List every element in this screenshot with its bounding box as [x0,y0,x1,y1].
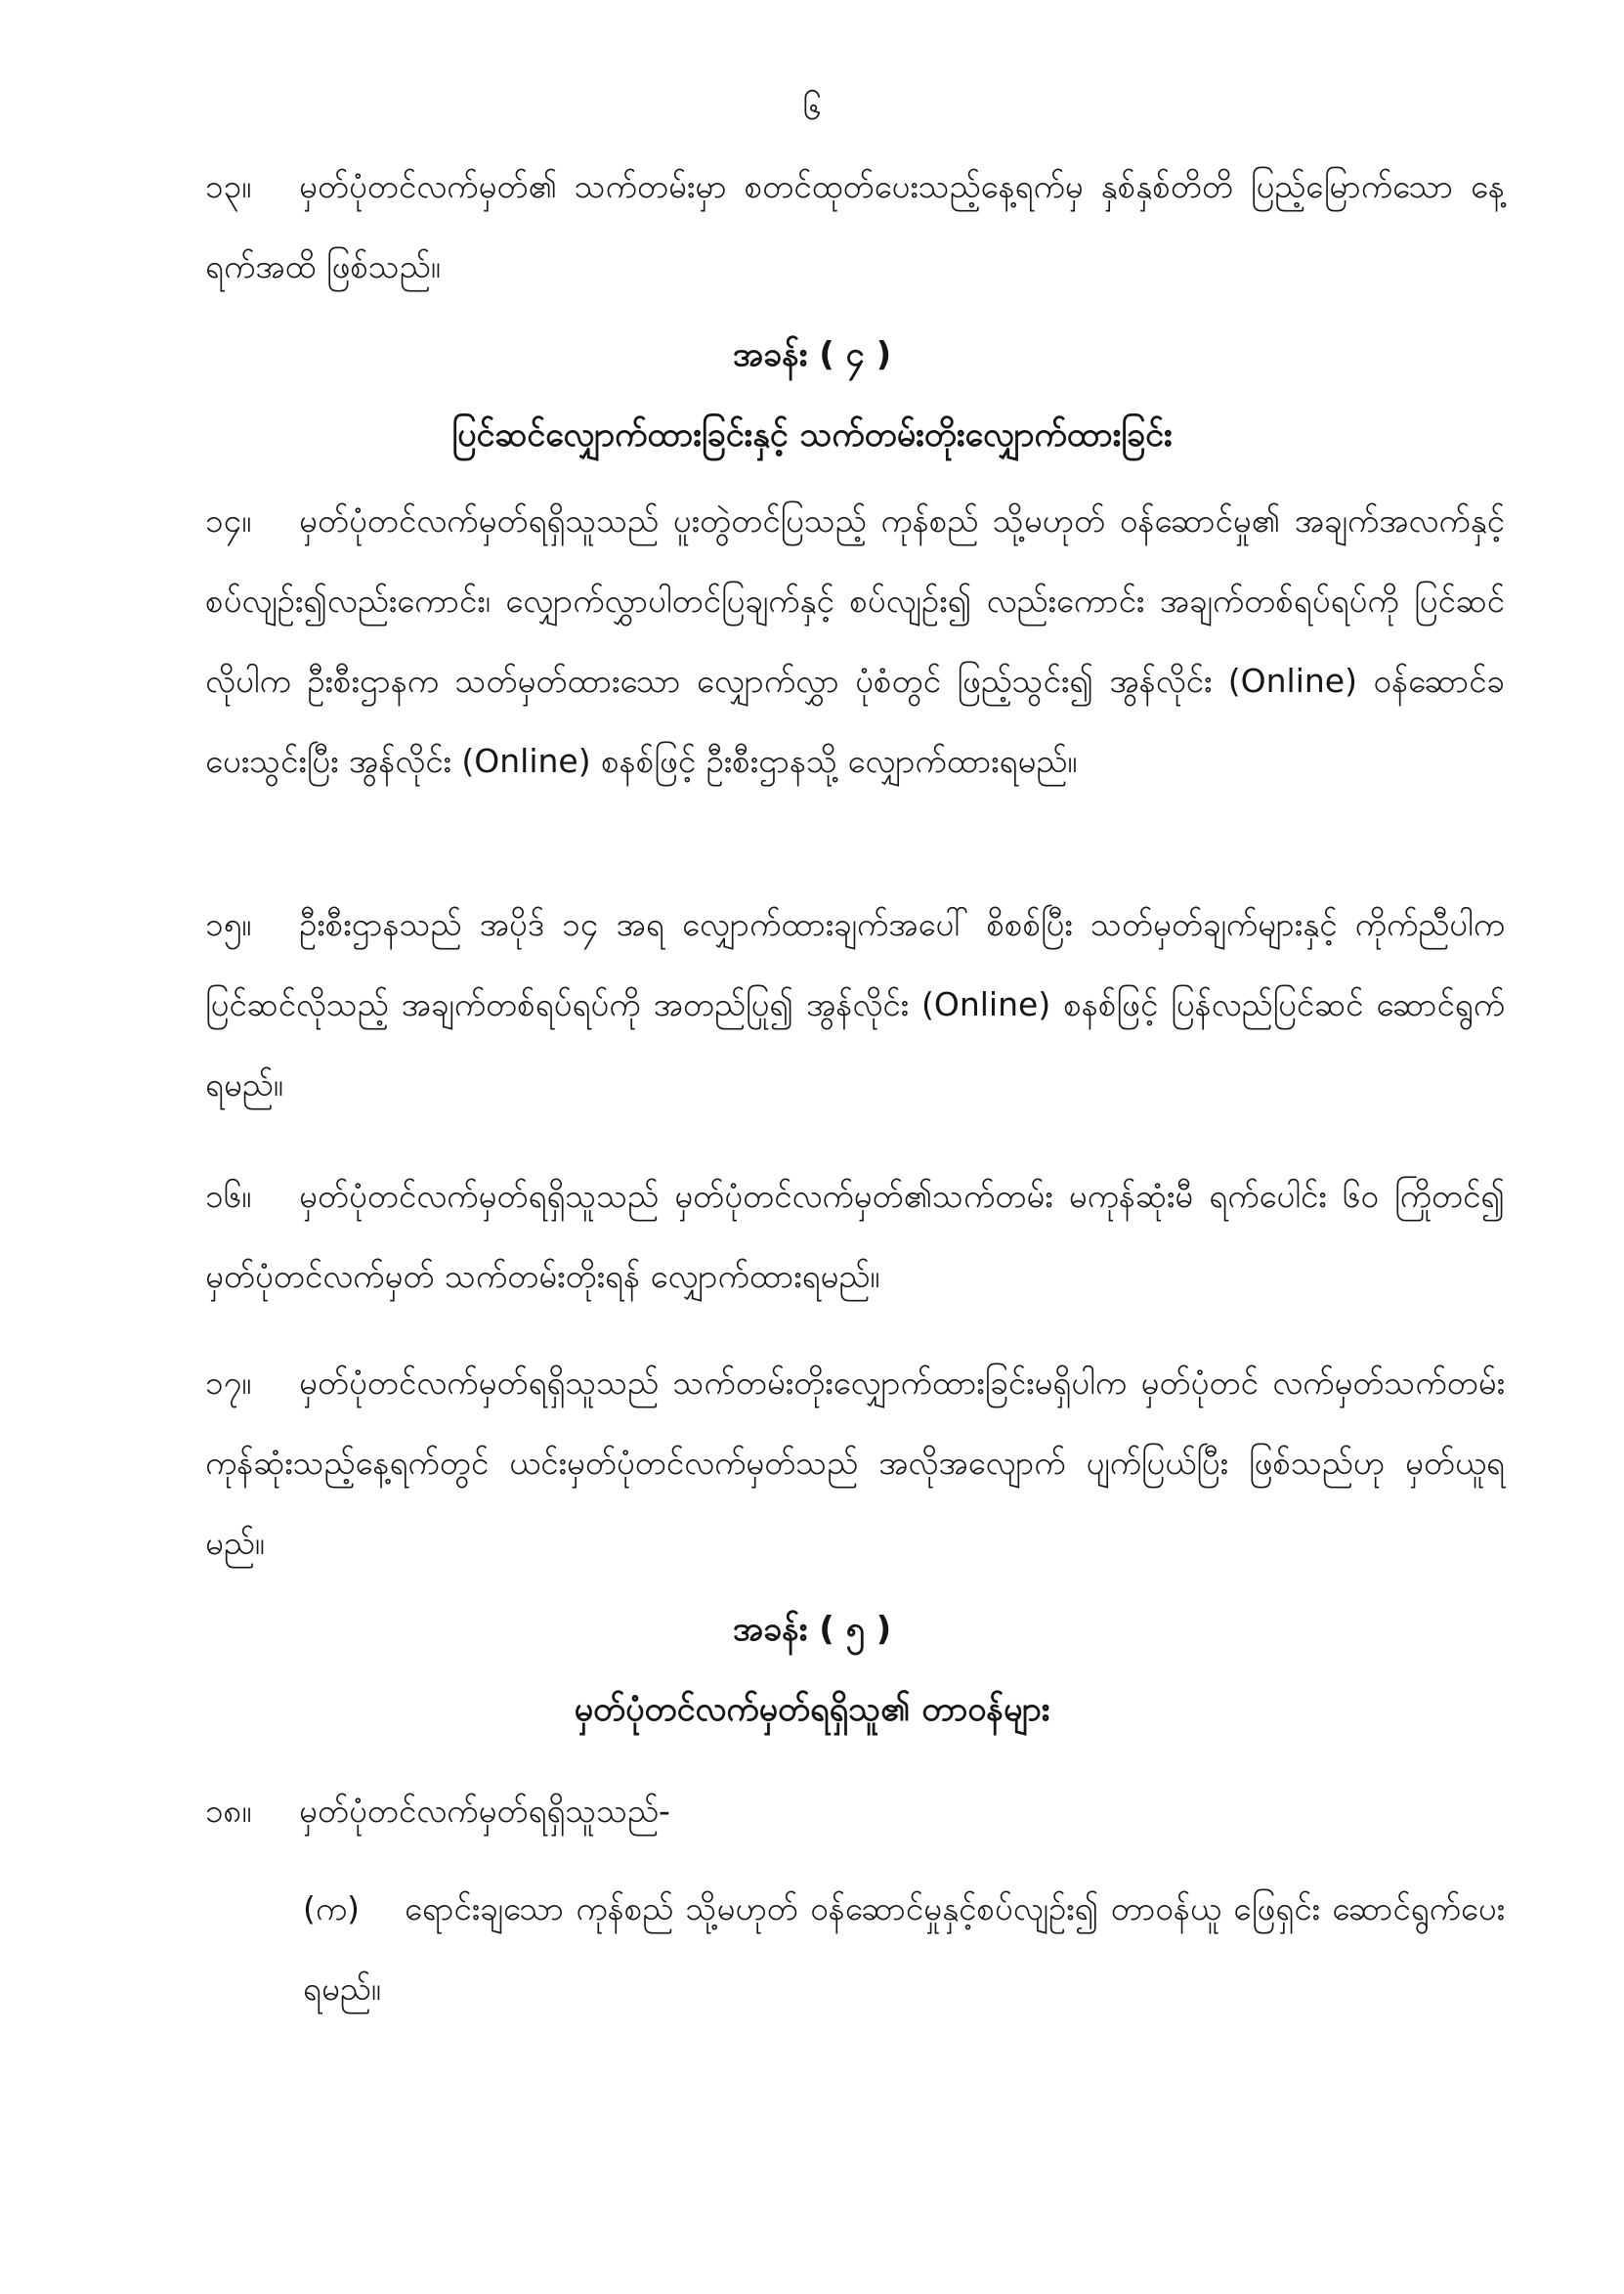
paragraph-number: ၁၇။ [205,1363,252,1402]
chapter-4-subtitle: ပြင်ဆင်လျှောက်ထားခြင်းနှင့် သက်တမ်းတိုးလျှောက်ထားခြင်း [451,415,1173,454]
paragraph-number: ၁၅။ [205,905,252,943]
paragraph-text: ဦးစီးဌာနသည် အပိုဒ် ၁၄ အရ လျှောက်ထားချက်အပေါ် စိစစ်ပြီး သတ်မှတ်ချက်များနှင့် ကိုက်ညီပါက ပြင်ဆင်လိုသည့် အချက်တစ်ရပ်ရပ်ကို အတည်ပြု၍ အွန်လိုင်း (Online) စနစ်ဖြင့် ပြန်လည်ပြင်ဆင် ဆောင်ရွက်ရမည်။ [205,905,1505,1104]
paragraph-18-item-ka [303,1869,1505,2029]
chapter-5-subtitle: မှတ်ပုံတင်လက်မှတ်ရရှိသူ၏ တာဝန်များ [574,1690,1050,1729]
item-text: ရောင်းချသော ကုန်စည် သို့မဟုတ် ဝန်ဆောင်မှုနှင့်စပ်လျဉ်း၍ တာဝန်ယူ ဖြေရှင်း ဆောင်ရွက်ပေးရမည်။ [303,1889,1505,2008]
paragraph-number: ၁၃။ [205,167,252,205]
paragraph-text: မှတ်ပုံတင်လက်မှတ်ရရှိသူသည်- [299,1792,670,1830]
paragraph-15 [205,885,1505,1125]
chapter-5-title: အခန်း ( ၅ ) [732,1610,892,1649]
paragraph-number: ၁၆။ [205,1177,252,1215]
paragraph-text: မှတ်ပုံတင်လက်မှတ်၏ သက်တမ်းမှာ စတင်ထုတ်ပေးသည့်နေ့ရက်မှ နှစ်နှစ်တိတိ ပြည့်မြောက်သော နေ့ရက်အထိ ဖြစ်သည်။ [205,167,1505,285]
chapter-4-title: အခန်း ( ၄ ) [732,335,892,374]
paragraph-text: မှတ်ပုံတင်လက်မှတ်ရရှိသူသည် ပူးတွဲတင်ပြသည့် ကုန်စည် သို့မဟုတ် ဝန်ဆောင်မှု၏ အချက်အလက်နှင့် စပ်လျဉ်း၍လည်းကောင်း၊ လျှောက်လွှာပါတင်ပြချက်နှင့် စပ်လျဉ်း၍ လည်းကောင်း အချက်တစ်ရပ်ရပ်ကို ပြင်ဆင်လိုပါက ဦးစီးဌာနက သတ်မှတ်ထားသော လျှောက်လွှာ ပုံစံတွင် ဖြည့်သွင်း၍ အွန်လိုင်း (Online) ဝန်ဆောင်ခ ပေးသွင်းပြီး အွန်လိုင်း (Online) စနစ်ဖြင့် ဦးစီးဌာနသို့ လျှောက်ထားရမည်။ [205,501,1505,780]
paragraph-number: ၁၄။ [205,501,252,540]
paragraph-number: ၁၈။ [205,1792,252,1830]
paragraph-text: မှတ်ပုံတင်လက်မှတ်ရရှိသူသည် သက်တမ်းတိုးလျှောက်ထားခြင်းမရှိပါက မှတ်ပုံတင် လက်မှတ်သက်တမ်းကုန်ဆုံးသည့်နေ့ရက်တွင် ယင်းမှတ်ပုံတင်လက်မှတ်သည် အလိုအလျောက် ပျက်ပြယ်ပြီး ဖြစ်သည်ဟု မှတ်ယူရမည်။ [205,1363,1505,1562]
paragraph-14 [205,481,1505,801]
paragraph-17 [205,1343,1505,1583]
paragraph-16 [205,1156,1505,1317]
paragraph-13 [205,147,1505,307]
paragraph-18 [205,1771,1505,1851]
page-number: ၆ [802,89,822,128]
paragraph-text: မှတ်ပုံတင်လက်မှတ်ရရှိသူသည် မှတ်ပုံတင်လက်မှတ်၏သက်တမ်း မကုန်ဆုံးမီ ရက်ပေါင်း ၆၀ ကြိုတင်၍ မှတ်ပုံတင်လက်မှတ် သက်တမ်းတိုးရန် လျှောက်ထားရမည်။ [205,1177,1505,1295]
item-label: (က) [303,1889,361,1927]
